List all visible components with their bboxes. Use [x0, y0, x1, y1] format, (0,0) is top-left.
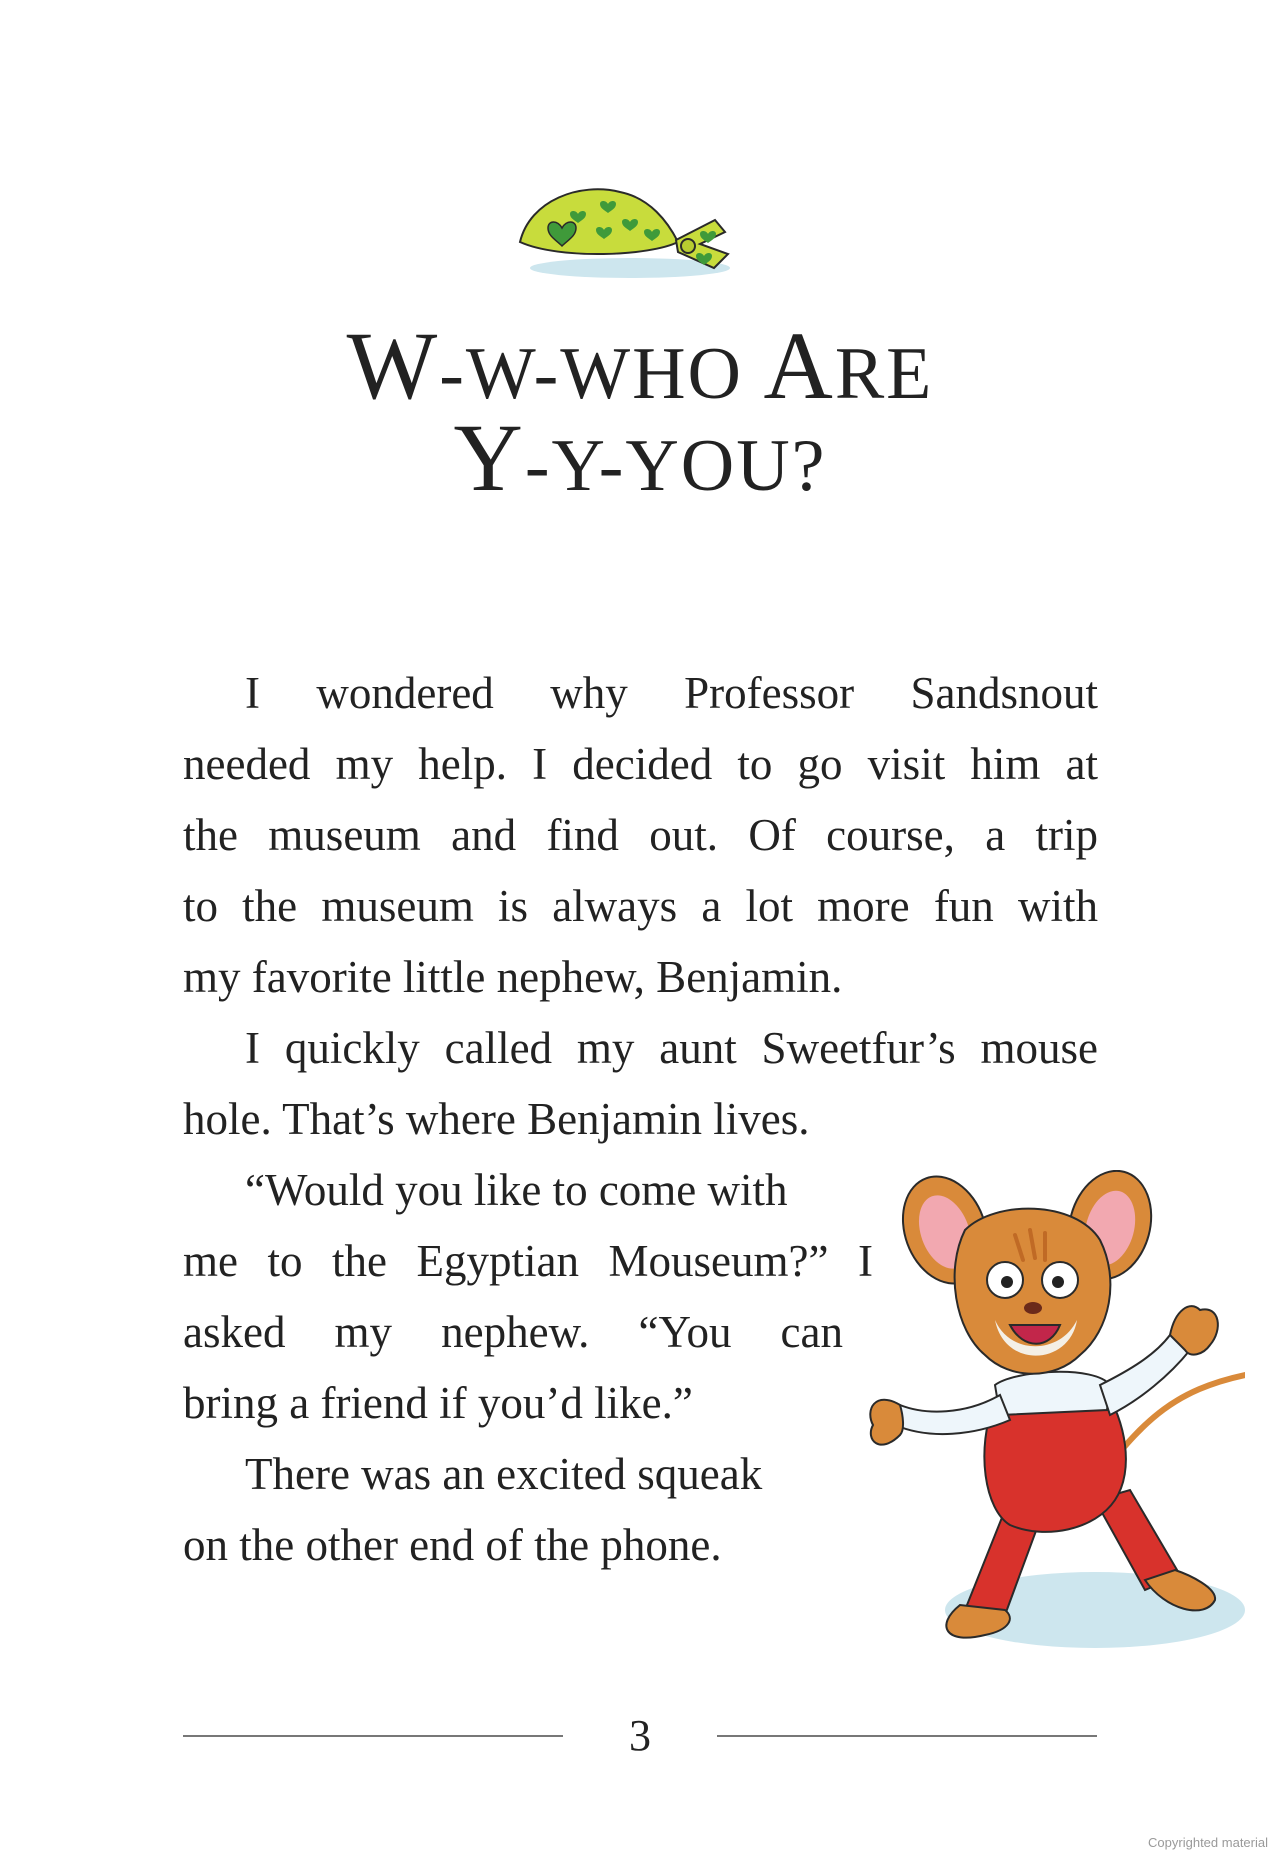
body-line: I wondered why Professor Sandsnout	[245, 668, 1098, 718]
title-initial: Y	[453, 404, 525, 511]
title-smallcaps: -W-WHO	[439, 333, 764, 415]
title-smallcaps: RE	[834, 333, 934, 415]
body-line: my favorite little nephew, Benjamin.	[183, 952, 843, 1002]
title-initial: A	[763, 312, 835, 419]
body-line: asked my nephew. “You can	[183, 1307, 843, 1357]
body-line: There was an excited squeak	[245, 1449, 763, 1499]
title-initial: W	[346, 312, 440, 419]
footer-rule-left	[183, 1735, 563, 1737]
body-line: the museum and find out. Of course, a trip	[183, 810, 1098, 860]
body-line: hole. That’s where Benjamin lives.	[183, 1094, 810, 1144]
chapter-title-line-1	[0, 312, 1280, 419]
body-line: to the museum is always a lot more fun with	[183, 881, 1098, 931]
page-number: 3	[629, 1711, 651, 1760]
bandana-illustration	[500, 170, 740, 290]
mouse-illustration	[845, 1170, 1245, 1670]
body-line: needed my help. I decided to go visit him at	[183, 739, 1098, 789]
body-line: me to the Egyptian Mouseum?” I	[183, 1236, 873, 1286]
body-line: I quickly called my aunt Sweetfur’s mouse	[245, 1023, 1098, 1073]
body-line: bring a friend if you’d like.”	[183, 1378, 693, 1428]
chapter-title-line-2	[0, 404, 1280, 511]
title-smallcaps: -Y-YOU?	[524, 425, 827, 507]
footer-rule-right	[717, 1735, 1097, 1737]
copyright-watermark: Copyrighted material	[1148, 1835, 1268, 1850]
body-line: “Would you like to come with	[245, 1165, 788, 1215]
body-line: on the other end of the phone.	[183, 1520, 722, 1570]
